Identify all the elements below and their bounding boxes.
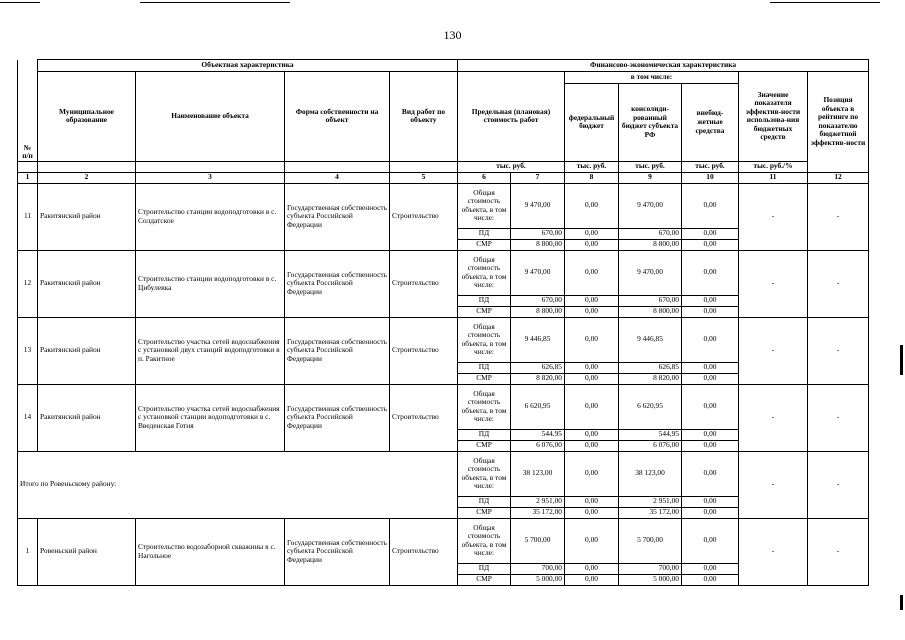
group-header-finance: Финансово-экономическая характеристика bbox=[458, 60, 869, 72]
rating-value: - bbox=[808, 183, 869, 250]
ownership-cell: Государственная собственность субъекта Российской Федерации bbox=[285, 384, 390, 451]
extrabudget-value: 0,00 bbox=[682, 563, 739, 574]
col-header-extrabudget: внебюд-жетные средства bbox=[682, 84, 739, 162]
federal-value: 0,00 bbox=[565, 384, 619, 429]
work-type-cell: Строительство bbox=[390, 518, 458, 585]
total-label: Итого по Ровеньскому району: bbox=[18, 451, 458, 518]
federal-value: 0,00 bbox=[565, 429, 619, 440]
table-row bbox=[18, 518, 869, 563]
cost-label-total: Общая стоимость объекта, в том числе: bbox=[458, 384, 511, 429]
municipality-cell: Ровеньский район bbox=[38, 518, 136, 585]
federal-value: 0,00 bbox=[565, 250, 619, 295]
object-name-cell: Строительство станции водоподготовки в с. Цибулевка bbox=[136, 250, 285, 317]
ownership-cell: Государственная собственность субъекта Российской Федерации bbox=[285, 317, 390, 384]
efficiency-value: - bbox=[739, 518, 808, 585]
cost-value: 38 123,00 bbox=[511, 451, 565, 496]
table-row bbox=[18, 317, 869, 362]
efficiency-value: - bbox=[739, 250, 808, 317]
column-number: 9 bbox=[619, 172, 682, 183]
cost-label: СМР bbox=[458, 239, 511, 250]
municipality-cell: Ракитянский район bbox=[38, 317, 136, 384]
cost-label: ПД bbox=[458, 362, 511, 373]
units-spacer-cell bbox=[285, 161, 390, 172]
scan-edge-mark bbox=[900, 345, 903, 375]
column-number: 12 bbox=[808, 172, 869, 183]
object-name-cell: Строительство водозаборной скважины в с. Нагольное bbox=[136, 518, 285, 585]
col-header-cost: Предельная (плановая) стоимость работ bbox=[458, 72, 565, 162]
table-row bbox=[18, 183, 869, 228]
cost-value: 9 470,00 bbox=[511, 250, 565, 295]
federal-value: 0,00 bbox=[565, 373, 619, 384]
extrabudget-value: 0,00 bbox=[682, 362, 739, 373]
group-header-including: в том числе: bbox=[565, 72, 739, 84]
cost-label: СМР bbox=[458, 306, 511, 317]
col-header-rating: Позиция объекта в рейтинге по показателю бюджетной эффектив-ности bbox=[808, 72, 869, 173]
cost-value: 2 951,00 bbox=[511, 496, 565, 507]
col-header-object-name: Наименование объекта bbox=[136, 72, 285, 162]
efficiency-value: - bbox=[739, 384, 808, 451]
table-row bbox=[18, 250, 869, 295]
federal-value: 0,00 bbox=[565, 451, 619, 496]
cost-value: 9 470,00 bbox=[511, 183, 565, 228]
extrabudget-value: 0,00 bbox=[682, 451, 739, 496]
consolidated-value: 9 470,00 bbox=[619, 183, 682, 228]
cost-value: 700,00 bbox=[511, 563, 565, 574]
extrabudget-value: 0,00 bbox=[682, 518, 739, 563]
work-type-cell: Строительство bbox=[390, 250, 458, 317]
cost-label: ПД bbox=[458, 563, 511, 574]
total-row bbox=[18, 451, 869, 496]
extrabudget-value: 0,00 bbox=[682, 317, 739, 362]
top-border-line-mid bbox=[140, 2, 290, 3]
federal-value: 0,00 bbox=[565, 362, 619, 373]
extrabudget-value: 0,00 bbox=[682, 239, 739, 250]
header-spacer-cell bbox=[18, 60, 38, 144]
page-number: 130 bbox=[443, 28, 462, 42]
consolidated-value: 8 820,00 bbox=[619, 373, 682, 384]
extrabudget-value: 0,00 bbox=[682, 295, 739, 306]
consolidated-value: 8 800,00 bbox=[619, 239, 682, 250]
extrabudget-value: 0,00 bbox=[682, 384, 739, 429]
federal-value: 0,00 bbox=[565, 295, 619, 306]
units-spacer-cell bbox=[18, 161, 38, 172]
cost-value: 5 700,00 bbox=[511, 518, 565, 563]
col-header-federal: федеральный бюджет bbox=[565, 84, 619, 162]
units-spacer-cell bbox=[38, 161, 136, 172]
federal-value: 0,00 bbox=[565, 239, 619, 250]
federal-value: 0,00 bbox=[565, 306, 619, 317]
federal-value: 0,00 bbox=[565, 496, 619, 507]
column-number: 5 bbox=[390, 172, 458, 183]
ownership-cell: Государственная собственность субъекта Российской Федерации bbox=[285, 518, 390, 585]
units-spacer-cell bbox=[136, 161, 285, 172]
cost-value: 670,00 bbox=[511, 228, 565, 239]
col-header-ownership: Форма собственности на объект bbox=[285, 72, 390, 162]
object-name-cell: Строительство участка сетей водоснабжения с установкой двух станций водоподготовки в п. Ракитное bbox=[136, 317, 285, 384]
federal-value: 0,00 bbox=[565, 317, 619, 362]
work-type-cell: Строительство bbox=[390, 384, 458, 451]
unit-extrabudget: тыс. руб. bbox=[682, 161, 739, 172]
cost-label: СМР bbox=[458, 507, 511, 518]
cost-label: СМР bbox=[458, 574, 511, 585]
table-row bbox=[18, 384, 869, 429]
consolidated-value: 626,85 bbox=[619, 362, 682, 373]
extrabudget-value: 0,00 bbox=[682, 440, 739, 451]
unit-consolidated: тыс. руб. bbox=[619, 161, 682, 172]
ownership-cell: Государственная собственность субъекта Российской Федерации bbox=[285, 250, 390, 317]
cost-value: 8 820,00 bbox=[511, 373, 565, 384]
cost-value: 8 800,00 bbox=[511, 306, 565, 317]
extrabudget-value: 0,00 bbox=[682, 507, 739, 518]
extrabudget-value: 0,00 bbox=[682, 574, 739, 585]
consolidated-value: 700,00 bbox=[619, 563, 682, 574]
consolidated-value: 670,00 bbox=[619, 228, 682, 239]
rating-value: - bbox=[808, 518, 869, 585]
column-number: 4 bbox=[285, 172, 390, 183]
column-number: 3 bbox=[136, 172, 285, 183]
row-number: 11 bbox=[18, 183, 38, 250]
cost-value: 670,00 bbox=[511, 295, 565, 306]
units-spacer-cell bbox=[390, 161, 458, 172]
consolidated-value: 2 951,00 bbox=[619, 496, 682, 507]
federal-value: 0,00 bbox=[565, 228, 619, 239]
row-number: 1 bbox=[18, 518, 38, 585]
cost-label-total: Общая стоимость объекта, в том числе: bbox=[458, 250, 511, 295]
consolidated-value: 9 470,00 bbox=[619, 250, 682, 295]
federal-value: 0,00 bbox=[565, 518, 619, 563]
row-number: 13 bbox=[18, 317, 38, 384]
row-number: 14 bbox=[18, 384, 38, 451]
cost-value: 544,95 bbox=[511, 429, 565, 440]
cost-value: 626,85 bbox=[511, 362, 565, 373]
col-header-num: № п/п bbox=[18, 144, 38, 162]
col-header-municipality: Муниципальное образование bbox=[38, 72, 136, 162]
scan-edge-mark bbox=[900, 595, 903, 610]
federal-value: 0,00 bbox=[565, 563, 619, 574]
ownership-cell: Государственная собственность субъекта Российской Федерации bbox=[285, 183, 390, 250]
cost-value: 8 800,00 bbox=[511, 239, 565, 250]
municipality-cell: Ракитянский район bbox=[38, 250, 136, 317]
unit-efficiency: тыс. руб./% bbox=[739, 161, 808, 172]
federal-value: 0,00 bbox=[565, 507, 619, 518]
federal-value: 0,00 bbox=[565, 183, 619, 228]
column-number: 8 bbox=[565, 172, 619, 183]
col-header-work-type: Вид работ по объекту bbox=[390, 72, 458, 162]
consolidated-value: 9 446,85 bbox=[619, 317, 682, 362]
consolidated-value: 5 700,00 bbox=[619, 518, 682, 563]
work-type-cell: Строительство bbox=[390, 183, 458, 250]
cost-label-total: Общая стоимость объекта, в том числе: bbox=[458, 183, 511, 228]
cost-value: 6 076,00 bbox=[511, 440, 565, 451]
column-number: 11 bbox=[739, 172, 808, 183]
consolidated-value: 670,00 bbox=[619, 295, 682, 306]
consolidated-value: 544,95 bbox=[619, 429, 682, 440]
efficiency-value: - bbox=[739, 183, 808, 250]
municipality-cell: Ракитянский район bbox=[38, 384, 136, 451]
column-number: 6 bbox=[458, 172, 511, 183]
work-type-cell: Строительство bbox=[390, 317, 458, 384]
column-number: 1 bbox=[18, 172, 38, 183]
cost-label-total: Общая стоимость объекта, в том числе: bbox=[458, 317, 511, 362]
object-name-cell: Строительство участка сетей водоснабжения с установкой станции водоподготовки в с. Введенская Готня bbox=[136, 384, 285, 451]
extrabudget-value: 0,00 bbox=[682, 183, 739, 228]
efficiency-value: - bbox=[739, 317, 808, 384]
cost-label: ПД bbox=[458, 295, 511, 306]
rating-value: - bbox=[808, 451, 869, 518]
rating-value: - bbox=[808, 317, 869, 384]
column-number: 7 bbox=[511, 172, 565, 183]
cost-value: 9 446,85 bbox=[511, 317, 565, 362]
cost-label: СМР bbox=[458, 440, 511, 451]
unit-cost: тыс. руб. bbox=[458, 161, 565, 172]
rating-value: - bbox=[808, 384, 869, 451]
object-name-cell: Строительство станции водоподготовки в с. Солдатское bbox=[136, 183, 285, 250]
column-number: 2 bbox=[38, 172, 136, 183]
extrabudget-value: 0,00 bbox=[682, 429, 739, 440]
col-header-efficiency: Значение показателя эффектив-ности использова-ния бюджетных средств bbox=[739, 72, 808, 162]
cost-label: ПД bbox=[458, 429, 511, 440]
cost-label: СМР bbox=[458, 373, 511, 384]
group-header-object: Объектная характеристика bbox=[38, 60, 458, 72]
municipality-cell: Ракитянский район bbox=[38, 183, 136, 250]
cost-value: 5 000,00 bbox=[511, 574, 565, 585]
cost-label: ПД bbox=[458, 496, 511, 507]
extrabudget-value: 0,00 bbox=[682, 496, 739, 507]
efficiency-value: - bbox=[739, 451, 808, 518]
cost-value: 6 620,95 bbox=[511, 384, 565, 429]
consolidated-value: 8 800,00 bbox=[619, 306, 682, 317]
rating-value: - bbox=[808, 250, 869, 317]
top-border-line-left bbox=[0, 2, 40, 3]
cost-label-total: Общая стоимость объекта, в том числе: bbox=[458, 518, 511, 563]
cost-label: ПД bbox=[458, 228, 511, 239]
row-number: 12 bbox=[18, 250, 38, 317]
cost-value: 35 172,00 bbox=[511, 507, 565, 518]
federal-value: 0,00 bbox=[565, 440, 619, 451]
consolidated-value: 5 000,00 bbox=[619, 574, 682, 585]
unit-federal: тыс. руб. bbox=[565, 161, 619, 172]
top-border-line-right bbox=[770, 2, 880, 3]
consolidated-value: 6 620,95 bbox=[619, 384, 682, 429]
extrabudget-value: 0,00 bbox=[682, 306, 739, 317]
extrabudget-value: 0,00 bbox=[682, 250, 739, 295]
extrabudget-value: 0,00 bbox=[682, 373, 739, 384]
consolidated-value: 6 076,00 bbox=[619, 440, 682, 451]
consolidated-value: 38 123,00 bbox=[619, 451, 682, 496]
object-characteristics-table bbox=[17, 59, 869, 586]
column-number: 10 bbox=[682, 172, 739, 183]
consolidated-value: 35 172,00 bbox=[619, 507, 682, 518]
extrabudget-value: 0,00 bbox=[682, 228, 739, 239]
cost-label-total: Общая стоимость объекта, в том числе: bbox=[458, 451, 511, 496]
col-header-consolidated: консолиди-рованный бюджет субъекта РФ bbox=[619, 84, 682, 162]
federal-value: 0,00 bbox=[565, 574, 619, 585]
